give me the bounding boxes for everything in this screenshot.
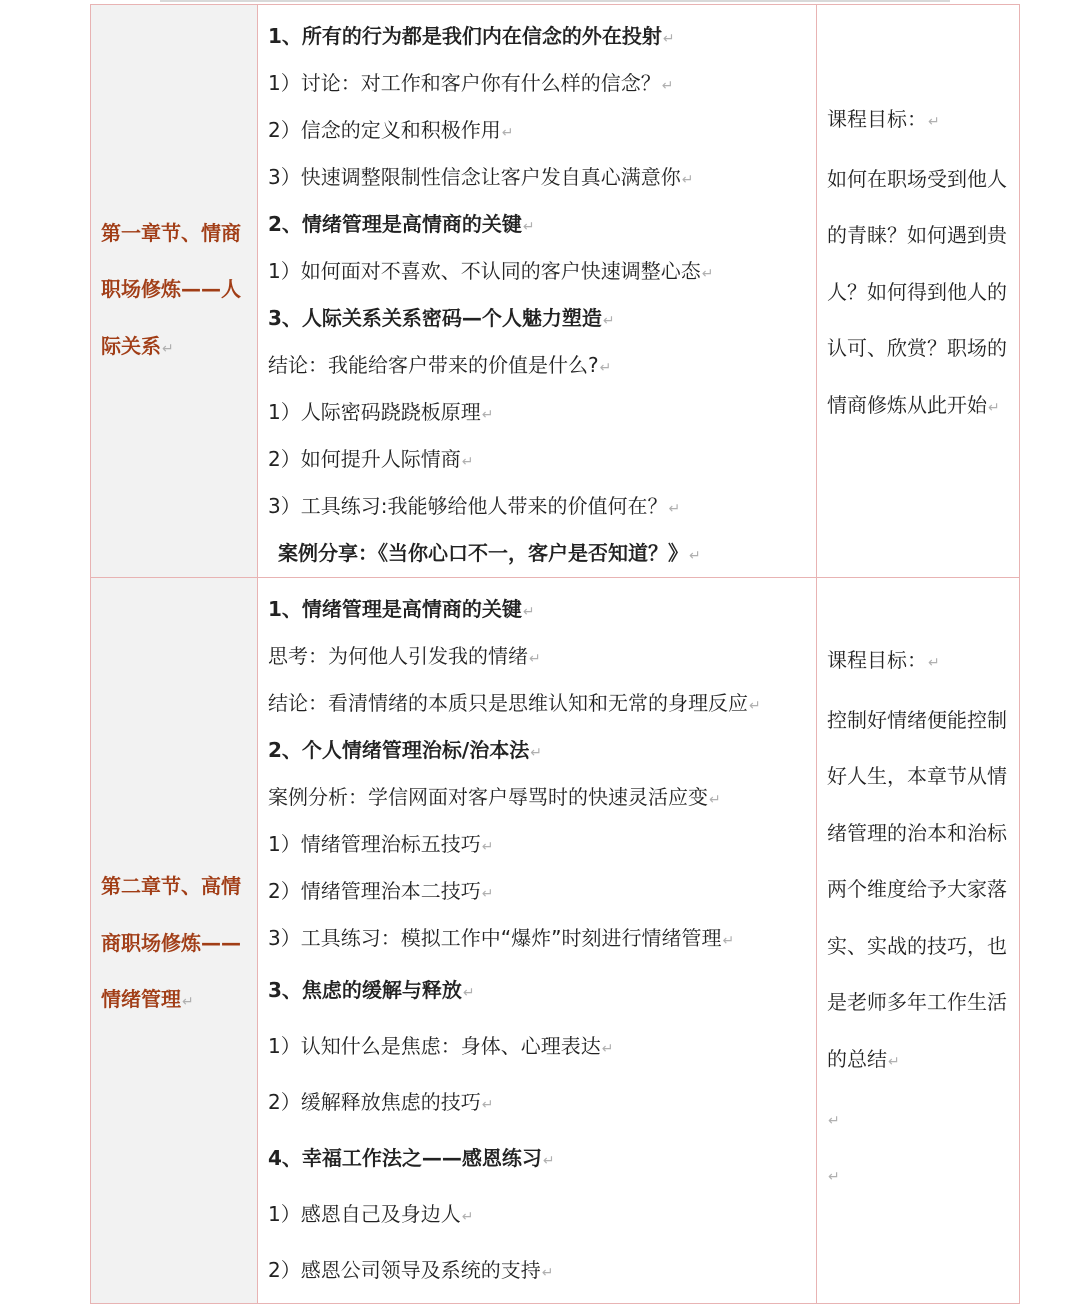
outline-line: 1）讨论：对工作和客户你有什么样的信念？↵ (268, 71, 674, 95)
outline-line: 2）情绪管理治本二技巧↵ (268, 879, 494, 903)
empty-paragraph (827, 1146, 1011, 1202)
paragraph-mark-icon: ↵ (599, 360, 612, 376)
paragraph-mark-icon: ↵ (481, 839, 494, 855)
outline-line: 1）如何面对不喜欢、不认同的客户快速调整心态↵ (268, 259, 714, 283)
outline-cell (258, 578, 817, 1304)
outline-line: 2、个人情绪管理治标/治本法↵ (268, 738, 542, 762)
goal-text: 如何在职场受到他人的青睐？如何遇到贵人？如何得到他人的认可、欣赏？职场的情商修炼从此开始↵ (827, 166, 1007, 417)
outline-line: 2）信念的定义和积极作用↵ (268, 118, 514, 142)
paragraph-mark-icon: ↵ (928, 114, 940, 130)
outline-line: 3）快速调整限制性信念让客户发自真心满意你↵ (268, 165, 694, 189)
empty-paragraph (827, 1090, 1011, 1146)
outline-line: 2）缓解释放焦虑的技巧↵ (268, 1090, 494, 1114)
paragraph-mark-icon: ↵ (529, 651, 541, 667)
paragraph-mark-icon: ↵ (828, 1113, 840, 1129)
paragraph-mark-icon: ↵ (461, 454, 474, 470)
outline-line: 1）认知什么是焦虑：身体、心理表达↵ (268, 1034, 614, 1058)
chapter-title-cell (91, 5, 258, 578)
course-outline-table (90, 4, 1020, 1304)
goal-label: 课程目标：↵ (827, 107, 940, 131)
chapter-row-1 (91, 5, 1020, 578)
outline-line: 1）感恩自己及身边人↵ (268, 1202, 474, 1226)
outline-line: 3）工具练习:我能够给他人带来的价值何在？↵ (268, 494, 681, 518)
outline-line: 结论：看清情绪的本质只是思维认知和无常的身理反应↵ (268, 691, 761, 715)
course-goal (817, 632, 1019, 1202)
paragraph-mark-icon: ↵ (182, 994, 194, 1010)
outline-line: 案例分析：学信网面对客户辱骂时的快速灵活应变↵ (268, 785, 721, 809)
goal-cell (817, 5, 1020, 578)
outline-line: 4、幸福工作法之——感恩练习↵ (268, 1146, 555, 1170)
paragraph-mark-icon: ↵ (749, 698, 761, 714)
paragraph-mark-icon: ↵ (481, 407, 494, 423)
paragraph-mark-icon: ↵ (722, 933, 735, 949)
outline-line: 1、所有的行为都是我们内在信念的外在投射↵ (268, 24, 675, 48)
outline-line: 1、情绪管理是高情商的关键↵ (268, 597, 535, 621)
outline-line: 2）感恩公司领导及系统的支持↵ (268, 1258, 554, 1282)
paragraph-mark-icon: ↵ (668, 501, 681, 517)
paragraph-mark-icon: ↵ (522, 219, 535, 235)
paragraph-mark-icon: ↵ (602, 313, 615, 329)
outline-line: 2）如何提升人际情商↵ (268, 447, 474, 471)
paragraph-mark-icon: ↵ (888, 1053, 900, 1070)
course-goal (817, 91, 1019, 436)
paragraph-mark-icon: ↵ (661, 78, 674, 94)
paragraph-mark-icon: ↵ (828, 1169, 840, 1185)
outline-line: 思考：为何他人引发我的情绪↵ (268, 644, 541, 668)
outline-line: 3、焦虑的缓解与释放↵ (268, 978, 475, 1002)
paragraph-mark-icon: ↵ (928, 655, 940, 671)
chapter-title-cell (91, 578, 258, 1304)
paragraph-mark-icon: ↵ (481, 886, 494, 902)
paragraph-mark-icon: ↵ (530, 745, 542, 761)
paragraph-mark-icon: ↵ (541, 1265, 554, 1281)
outline-line: 案例分享：《当你心口不一，客户是否知道？》↵ (278, 541, 701, 565)
paragraph-mark-icon: ↵ (162, 340, 174, 357)
header-rule (160, 0, 950, 2)
goal-cell (817, 578, 1020, 1304)
paragraph-mark-icon: ↵ (481, 1097, 494, 1113)
chapter-row-2 (91, 578, 1020, 1304)
paragraph-mark-icon: ↵ (988, 399, 1000, 416)
goal-text: 控制好情绪便能控制好人生，本章节从情绪管理的治本和治标两个维度给予大家落实、实战的技巧，也是老师多年工作生活的总结↵ (827, 707, 1007, 1071)
outline-line: 3）工具练习：模拟工作中“爆炸”时刻进行情绪管理↵ (268, 926, 735, 950)
paragraph-mark-icon: ↵ (701, 266, 714, 282)
paragraph-mark-icon: ↵ (601, 1041, 614, 1057)
paragraph-mark-icon: ↵ (689, 548, 701, 564)
outline-line: 3、人际关系关系密码—个人魅力塑造↵ (268, 306, 615, 330)
outline-line: 1）人际密码跷跷板原理↵ (268, 400, 494, 424)
outline-line: 2、情绪管理是高情商的关键↵ (268, 212, 535, 236)
chapter-title: 第二章节、高情商职场修炼——情绪管理↵ (101, 874, 241, 1011)
paragraph-mark-icon: ↵ (709, 792, 721, 808)
outline-line: 结论：我能给客户带来的价值是什么?↵ (268, 353, 612, 377)
paragraph-mark-icon: ↵ (461, 1209, 474, 1225)
paragraph-mark-icon: ↵ (662, 31, 675, 47)
paragraph-mark-icon: ↵ (501, 125, 514, 141)
paragraph-mark-icon: ↵ (462, 985, 475, 1001)
paragraph-mark-icon: ↵ (542, 1153, 555, 1169)
outline-cell (258, 5, 817, 578)
outline-line: 1）情绪管理治标五技巧↵ (268, 832, 494, 856)
paragraph-mark-icon: ↵ (522, 604, 535, 620)
goal-label: 课程目标：↵ (827, 648, 940, 672)
paragraph-mark-icon: ↵ (681, 172, 694, 188)
chapter-title: 第一章节、情商职场修炼——人际关系↵ (101, 220, 241, 358)
